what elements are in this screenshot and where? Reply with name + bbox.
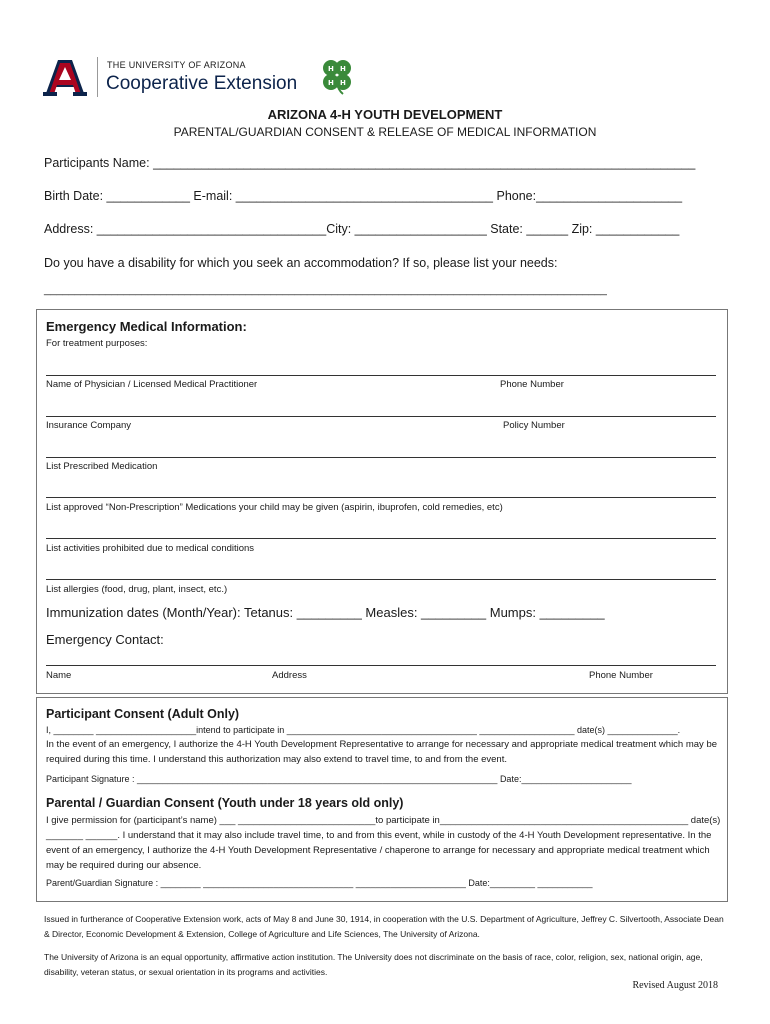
- svg-text:H: H: [340, 79, 346, 87]
- otc-medication-label: List approved “Non-Prescription” Medications your child may be given (aspirin, ibuprofen, cold remedies, etc): [46, 502, 503, 513]
- participant-name-field[interactable]: Participants Name: ______________________________________________________________________________: [44, 156, 696, 170]
- physician-label: Name of Physician / Licensed Medical Practitioner: [46, 379, 258, 390]
- revision-date: Revised August 2018: [632, 980, 718, 991]
- prohibited-input-line[interactable]: [46, 538, 716, 539]
- svg-text:H: H: [340, 65, 346, 73]
- consent-section: [36, 697, 728, 902]
- emergency-contact-title: Emergency Contact:: [46, 632, 164, 647]
- guardian-consent-text[interactable]: I give permission for (participant’s name) ___ __________________________to participate in_______________________________________________ date(s) _______ ______. I understand that it may also include travel time, to and from this event, while in custody of the 4-H Youth Development representative. In the event of an emergency, I authorize the 4-H Youth Development Representative / chaperone to arrange for necessary and appropriate medical treatment which may be required during our absence.: [46, 815, 721, 871]
- insurance-label: Insurance Company: [46, 420, 132, 431]
- university-of-arizona-logo: [43, 58, 87, 98]
- insurance-input-line[interactable]: [46, 416, 716, 417]
- birth-email-phone-field[interactable]: Birth Date: ____________ E-mail: _____________________________________ Phone:_____________________: [44, 189, 683, 203]
- disability-answer-line[interactable]: ____________________________________________________________________________________________: [44, 284, 607, 296]
- prescribed-input-line[interactable]: [46, 457, 716, 458]
- prescribed-medication-label: List Prescribed Medication: [46, 461, 158, 472]
- svg-text:H: H: [328, 79, 334, 87]
- prohibited-activities-label: List activities prohibited due to medical conditions: [46, 543, 255, 554]
- adult-consent-participation-field[interactable]: I, ________ ____________________intend to participate in ______________________________________ ___________________ date(s) ______________.: [46, 725, 681, 735]
- emergency-section-title: Emergency Medical Information:: [46, 319, 247, 334]
- adult-consent-text: In the event of an emergency, I authorize the 4-H Youth Development Representative to arrange for necessary and appropriate medical treatment which may be required during this time. I understand this authorization may also extend to travel time, to and from the event.: [46, 739, 718, 765]
- allergies-input-line[interactable]: [46, 579, 716, 580]
- disability-question: Do you have a disability for which you seek an accommodation? If so, please list your needs:: [44, 256, 558, 270]
- department-name: Cooperative Extension: [106, 73, 298, 94]
- university-name: THE UNIVERSITY OF ARIZONA: [107, 60, 246, 70]
- participant-signature-field[interactable]: Participant Signature : ________________________________________________________________________ Date:______________________: [46, 774, 632, 784]
- emergency-medical-section: [36, 309, 728, 694]
- svg-text:H: H: [328, 65, 334, 73]
- logo-divider: [97, 57, 98, 97]
- contact-phone-label: Phone Number: [589, 670, 653, 681]
- footer-eoe-statement: The University of Arizona is an equal opportunity, affirmative action institution. The University does not discriminate on the basis of race, color, religion, sex, national origin, age, disability, veteran status, or sexual orientation in its programs and activities.: [44, 952, 703, 977]
- contact-name-label: Name: [46, 670, 72, 681]
- emergency-section-subtitle: For treatment purposes:: [46, 338, 148, 349]
- guardian-consent-title: Parental / Guardian Consent (Youth under 18 years old only): [46, 796, 404, 810]
- 4h-clover-icon: [318, 57, 356, 95]
- address-field[interactable]: Address: _________________________________City: ___________________ State: ______ Zip: ____________: [44, 222, 680, 236]
- allergies-label: List allergies (food, drug, plant, insect, etc.): [46, 584, 228, 595]
- physician-input-line[interactable]: [46, 375, 716, 376]
- guardian-signature-field[interactable]: Parent/Guardian Signature : ________ ______________________________ ______________________ Date:_________ ___________: [46, 878, 593, 888]
- form-subtitle: PARENTAL/GUARDIAN CONSENT & RELEASE OF MEDICAL INFORMATION: [173, 125, 597, 139]
- footer-cooperative-statement: Issued in furtherance of Cooperative Extension work, acts of May 8 and June 30, 1914, in cooperation with the U.S. Department of Agriculture, Jeffrey C. Silvertooth, Associate Dean & Director, Economic Development & Extension, College of Agriculture and Life Sciences, The University of Arizona.: [44, 914, 724, 939]
- contact-address-label: Address: [272, 670, 307, 681]
- immunization-dates-field[interactable]: Immunization dates (Month/Year): Tetanus: _________ Measles: _________ Mumps: _________: [46, 605, 605, 620]
- otc-input-line[interactable]: [46, 497, 716, 498]
- policy-number-label: Policy Number: [503, 420, 565, 431]
- form-title: ARIZONA 4-H YOUTH DEVELOPMENT: [267, 107, 503, 122]
- emergency-contact-input-line[interactable]: [46, 665, 716, 666]
- adult-consent-title: Participant Consent (Adult Only): [46, 707, 240, 721]
- physician-phone-label: Phone Number: [500, 379, 564, 390]
